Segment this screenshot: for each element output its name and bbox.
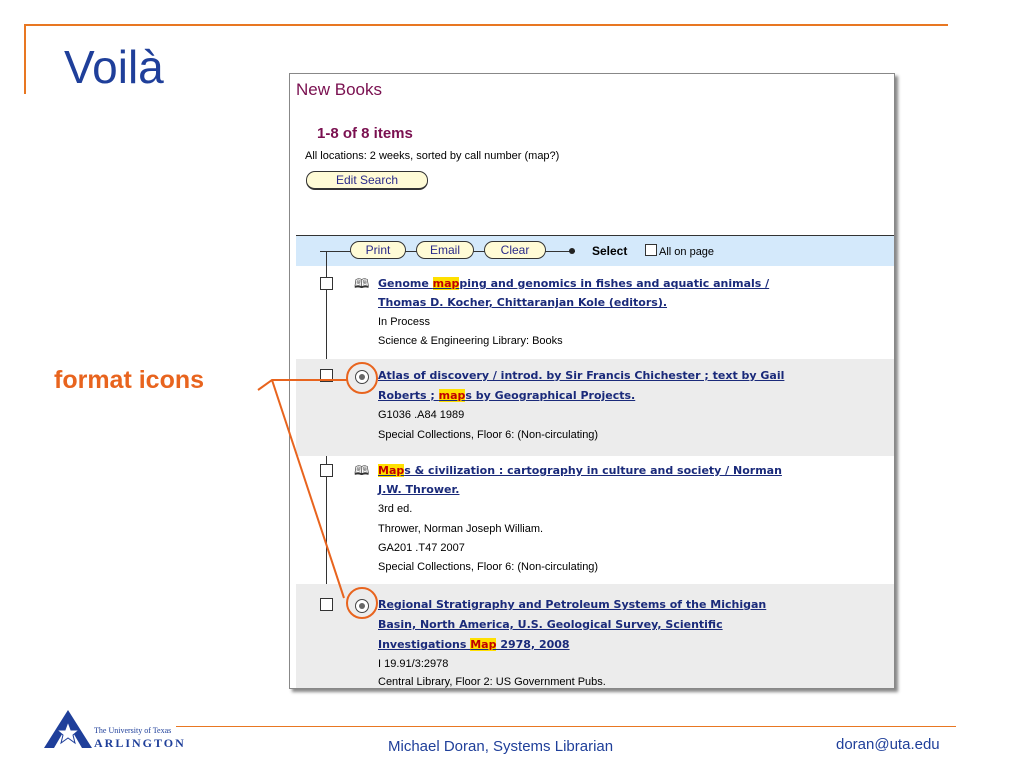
edit-search-button[interactable]: Edit Search xyxy=(306,171,428,190)
list-item xyxy=(296,359,894,456)
item-location: Science & Engineering Library: Books xyxy=(378,335,563,347)
clear-button[interactable]: Clear xyxy=(484,241,546,259)
top-accent-line xyxy=(24,24,948,26)
item-title-link[interactable]: Genome mapping and genomics in fishes and aquatic animals / xyxy=(378,277,770,290)
item-checkbox[interactable] xyxy=(320,277,333,290)
item-checkbox[interactable] xyxy=(320,464,333,477)
all-on-page-option[interactable] xyxy=(645,244,714,258)
footer-presenter: Michael Doran, Systems Librarian xyxy=(388,738,614,755)
callout-label: format icons xyxy=(54,366,205,394)
item-checkbox[interactable] xyxy=(320,369,333,382)
item-title-link[interactable]: Atlas of discovery / introd. by Sir Francis Chichester ; text by Gail xyxy=(378,369,785,382)
print-button[interactable]: Print xyxy=(350,241,406,259)
catalog-screenshot xyxy=(289,73,895,689)
left-accent-line xyxy=(24,24,26,94)
item-title-link[interactable]: Thomas D. Kocher, Chittaranjan Kole (editors). xyxy=(378,296,668,309)
map-icon xyxy=(355,370,369,384)
book-icon: 🕮 xyxy=(354,276,370,291)
item-location: Special Collections, Floor 6: (Non-circulating) xyxy=(378,429,599,441)
page-heading: New Books xyxy=(296,80,382,99)
item-title-link[interactable]: Investigations Map 2978, 2008 xyxy=(378,638,570,651)
item-title-link[interactable]: Maps & civilization : cartography in culture and society / Norman xyxy=(378,464,782,477)
result-count: 1-8 of 8 items xyxy=(317,125,413,142)
book-icon: 🕮 xyxy=(354,463,370,478)
item-title-link[interactable]: Regional Stratigraphy and Petroleum Systems of the Michigan xyxy=(378,598,767,611)
logo-line1: The University of Texas xyxy=(94,726,172,735)
item-title-link[interactable]: Roberts ; maps by Geographical Projects. xyxy=(378,389,636,402)
item-call-number: G1036 .A84 1989 xyxy=(378,409,465,421)
item-call-number: I 19.91/3:2978 xyxy=(378,658,449,670)
list-item xyxy=(296,584,894,688)
item-edition: 3rd ed. xyxy=(378,503,413,515)
all-on-page-label: All on page xyxy=(659,246,715,258)
item-title-link[interactable]: Basin, North America, U.S. Geological Survey, Scientific xyxy=(378,618,723,631)
select-label: Select xyxy=(592,244,628,258)
logo-line2: ARLINGTON xyxy=(94,736,186,750)
item-title-link[interactable]: J.W. Thrower. xyxy=(378,483,460,496)
item-location: Special Collections, Floor 6: (Non-circulating) xyxy=(378,561,599,573)
item-author: Thrower, Norman Joseph William. xyxy=(378,523,544,535)
item-call-number: GA201 .T47 2007 xyxy=(378,542,465,554)
all-on-page-checkbox[interactable] xyxy=(645,244,657,256)
search-info: All locations: 2 weeks, sorted by call number (map?) xyxy=(305,150,560,162)
connector-dot xyxy=(569,248,575,254)
list-item xyxy=(296,267,894,359)
item-status: In Process xyxy=(378,316,430,328)
slide-title: Voilà xyxy=(64,41,164,93)
email-button[interactable]: Email xyxy=(416,241,474,259)
list-item xyxy=(296,456,894,584)
footer-divider xyxy=(176,726,956,727)
item-checkbox[interactable] xyxy=(320,598,333,611)
item-location: Central Library, Floor 2: US Government Pubs. xyxy=(378,676,606,688)
map-icon xyxy=(355,599,369,613)
footer-email: doran@uta.edu xyxy=(836,736,940,753)
